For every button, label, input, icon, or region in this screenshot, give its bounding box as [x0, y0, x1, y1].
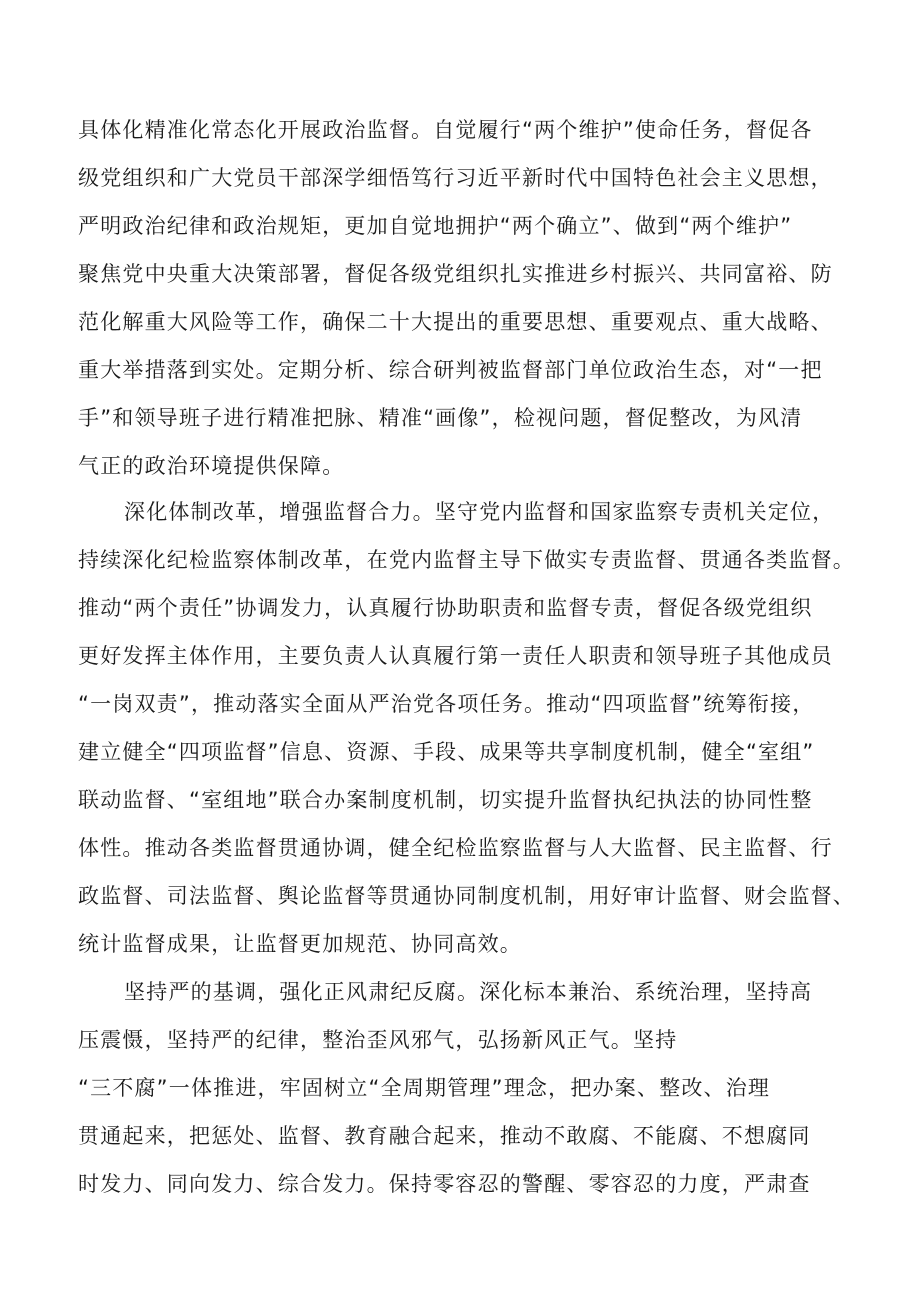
- text-line: 贯通起来，把惩处、监督、教育融合起来，推动不敢腐、不能腐、不想腐同: [78, 1124, 811, 1148]
- text-line: 持续深化纪检监察体制改革，在党内监督主导下做实专责监督、贯通各类监督。: [78, 548, 855, 572]
- text-line: 重大举措落到实处。定期分析、综合研判被监督部门单位政治生态，对“一把: [78, 358, 823, 382]
- text-line: 级党组织和广大党员干部深学细悟笃行习近平新时代中国特色社会主义思想，: [78, 166, 833, 190]
- text-line: 联动监督、“室组地”联合办案制度机制，切实提升监督执纪执法的协同性整: [78, 788, 813, 812]
- text-line: 统计监督成果，让监督更加规范、协同高效。: [78, 932, 522, 956]
- text-line: 聚焦党中央重大决策部署，督促各级党组织扎实推进乡村振兴、共同富裕、防: [78, 262, 833, 286]
- text-line: 手”和领导班子进行精准把脉、精准“画像”，检视问题，督促整改，为风清: [78, 406, 803, 430]
- text-line: 严明政治纪律和政治规矩，更加自觉地拥护“两个确立”、做到“两个维护”: [78, 214, 793, 238]
- text-line: 更好发挥主体作用，主要负责人认真履行第一责任人职责和领导班子其他成员: [78, 644, 833, 668]
- text-line: 建立健全“四项监督”信息、资源、手段、成果等共享制度机制，健全“室组”: [78, 740, 815, 764]
- text-line: “三不腐”一体推进，牢固树立“全周期管理”理念，把办案、整改、治理: [78, 1076, 771, 1100]
- text-line: 具体化精准化常态化开展政治监督。自觉履行“两个维护”使命任务，督促各: [78, 118, 813, 142]
- text-line: 推动“两个责任”协调发力，认真履行协助职责和监督专责，督促各级党组织: [78, 596, 813, 620]
- text-line: 气正的政治环境提供保障。: [78, 454, 345, 478]
- text-line: 政监督、司法监督、舆论监督等贯通协同制度机制，用好审计监督、财会监督、: [78, 884, 855, 908]
- text-line: 体性。推动各类监督贯通协调，健全纪检监察监督与人大监督、民主监督、行: [78, 836, 833, 860]
- paragraph-start-line: 坚持严的基调，强化正风肃纪反腐。深化标本兼治、系统治理，坚持高: [124, 980, 813, 1004]
- text-line: 时发力、同向发力、综合发力。保持零容忍的警醒、零容忍的力度，严肃查: [78, 1172, 811, 1196]
- paragraph-start-line: 深化体制改革，增强监督合力。坚守党内监督和国家监察专责机关定位，: [124, 500, 835, 524]
- text-line: 范化解重大风险等工作，确保二十大提出的重要思想、重要观点、重大战略、: [78, 310, 833, 334]
- text-line: 压震慑，坚持严的纪律，整治歪风邪气，弘扬新风正气。坚持: [78, 1028, 678, 1052]
- text-line: “一岗双责”，推动落实全面从严治党各项任务。推动“四项监督”统筹衔接，: [78, 692, 815, 716]
